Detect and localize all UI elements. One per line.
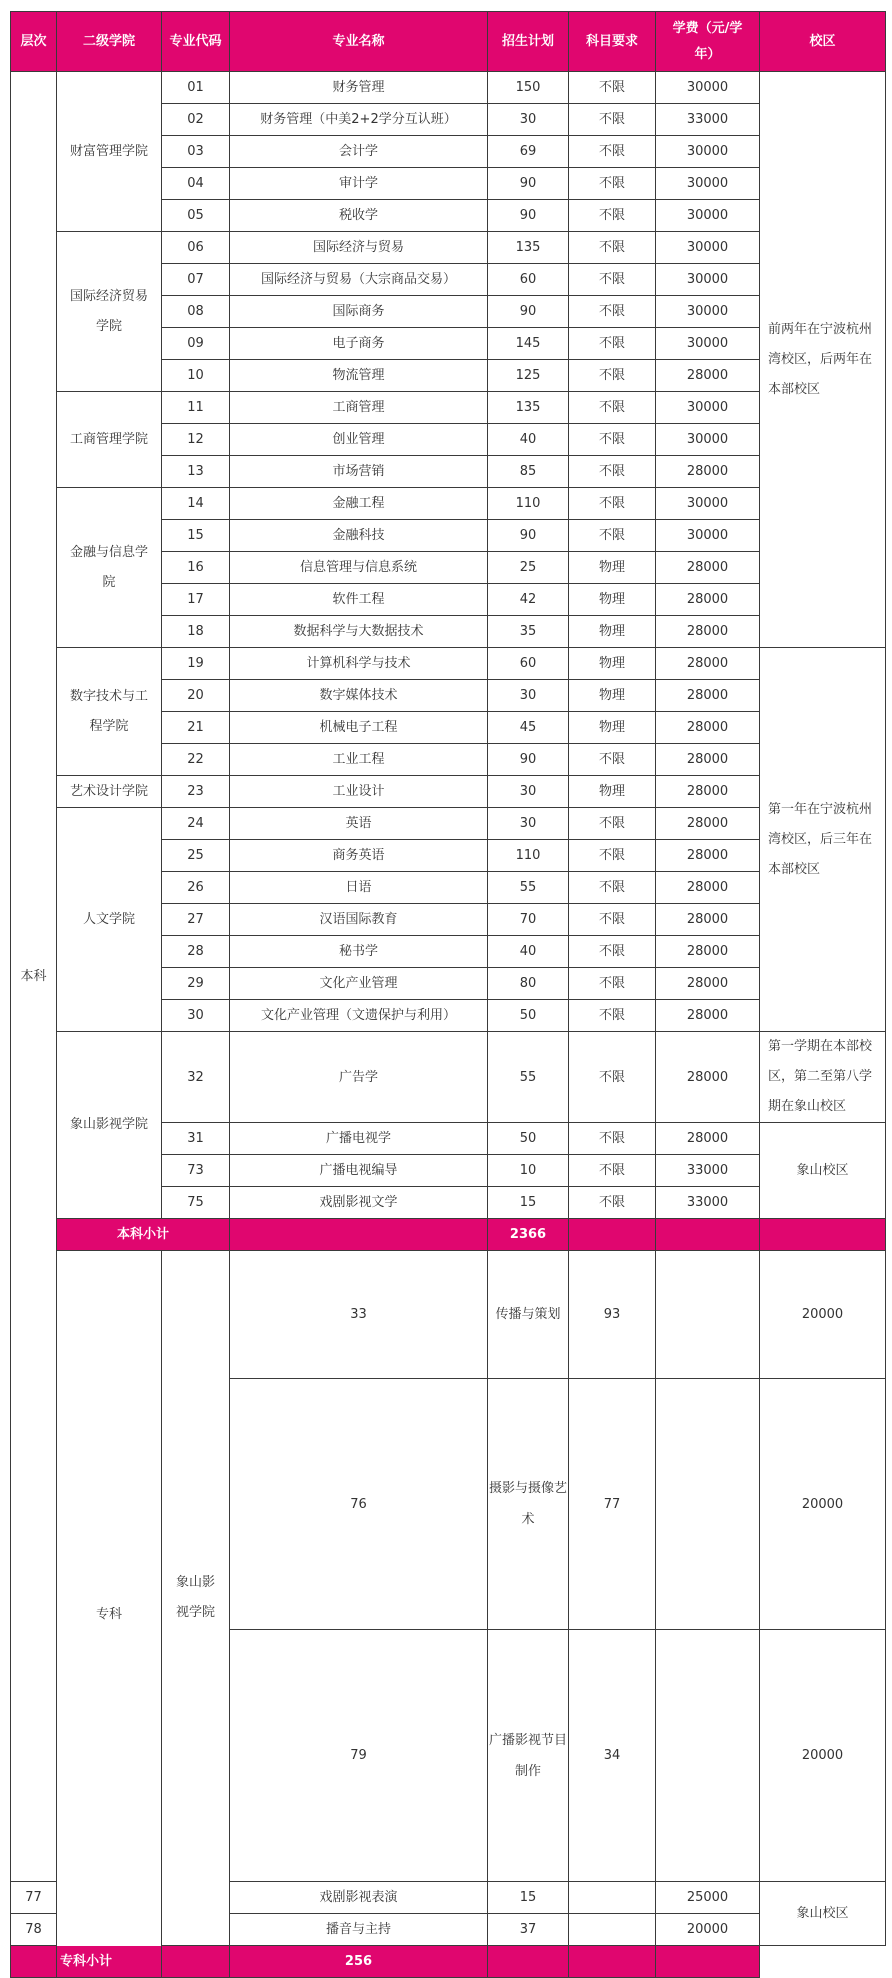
subject-cell: 不限 [569,456,656,488]
subject-cell [656,1378,760,1630]
subtotal-plan: 256 [230,1946,488,1978]
code-cell: 14 [162,488,230,520]
college-cell: 财富管理学院 [57,72,162,232]
plan-cell: 150 [488,72,569,104]
subject-cell: 不限 [569,168,656,200]
plan-cell: 90 [488,200,569,232]
plan-cell: 145 [488,328,569,360]
fee-cell: 28000 [656,840,760,872]
header-code: 专业代码 [162,12,230,72]
major-cell: 机械电子工程 [230,712,488,744]
major-cell: 广播影视节目制作 [488,1630,569,1882]
plan-cell: 125 [488,360,569,392]
subject-cell: 不限 [569,296,656,328]
fee-cell: 30000 [656,296,760,328]
plan-cell: 55 [488,872,569,904]
header-campus: 校区 [760,12,886,72]
table-row [11,1032,886,1123]
campus-cell: 象山校区 [760,1882,886,1946]
major-cell: 文化产业管理（文遗保护与利用） [230,1000,488,1032]
plan-cell: 30 [488,808,569,840]
plan-cell: 90 [488,168,569,200]
fee-cell: 30000 [656,168,760,200]
code-cell: 32 [162,1032,230,1123]
subject-cell: 不限 [569,1123,656,1155]
fee-cell: 28000 [656,808,760,840]
code-cell: 78 [11,1914,57,1946]
fee-cell: 28000 [656,616,760,648]
fee-cell: 25000 [656,1882,760,1914]
major-cell: 市场营销 [230,456,488,488]
header-level: 层次 [11,12,57,72]
subject-cell: 不限 [569,360,656,392]
plan-cell: 93 [569,1251,656,1379]
fee-cell: 20000 [760,1630,886,1882]
plan-cell: 77 [569,1378,656,1630]
plan-cell: 45 [488,712,569,744]
major-cell: 工业工程 [230,744,488,776]
header-college: 二级学院 [57,12,162,72]
subject-cell: 不限 [569,264,656,296]
plan-cell: 90 [488,296,569,328]
major-cell: 传播与策划 [488,1251,569,1379]
code-cell: 30 [162,1000,230,1032]
subject-cell: 不限 [569,808,656,840]
fee-cell: 28000 [656,648,760,680]
college-cell: 艺术设计学院 [57,776,162,808]
subject-cell: 不限 [569,936,656,968]
major-cell: 金融科技 [230,520,488,552]
plan-cell: 15 [488,1882,569,1914]
subject-cell: 物理 [569,712,656,744]
code-cell: 28 [162,936,230,968]
subtotal-empty [162,1946,230,1978]
subject-cell: 不限 [569,488,656,520]
campus-cell: 象山校区 [760,1123,886,1219]
subtotal-empty [656,1219,760,1251]
plan-cell: 34 [569,1630,656,1882]
major-cell: 工业设计 [230,776,488,808]
code-cell: 07 [162,264,230,296]
subject-cell: 不限 [569,840,656,872]
table-row [11,808,886,840]
major-cell: 工商管理 [230,392,488,424]
fee-cell: 28000 [656,1123,760,1155]
subtotal-label: 专科小计 [11,1946,162,1978]
subject-cell [656,1630,760,1882]
college-cell: 金融与信息学院 [57,488,162,648]
major-cell: 日语 [230,872,488,904]
code-cell: 20 [162,680,230,712]
plan-cell: 25 [488,552,569,584]
subtotal-row-junior [11,1946,886,1978]
code-cell: 16 [162,552,230,584]
plan-cell: 60 [488,264,569,296]
table-row [11,776,886,808]
college-cell: 象山影视学院 [57,1032,162,1219]
major-cell: 广告学 [230,1032,488,1123]
code-cell: 17 [162,584,230,616]
fee-cell: 28000 [656,776,760,808]
fee-cell: 30000 [656,328,760,360]
major-cell: 国际经济与贸易 [230,232,488,264]
header-plan: 招生计划 [488,12,569,72]
table-row [11,648,886,680]
subject-cell: 不限 [569,328,656,360]
subject-cell: 不限 [569,200,656,232]
major-cell: 汉语国际教育 [230,904,488,936]
code-cell: 15 [162,520,230,552]
major-cell: 金融工程 [230,488,488,520]
table-row [11,392,886,424]
fee-cell: 20000 [656,1914,760,1946]
plan-cell: 30 [488,104,569,136]
fee-cell: 28000 [656,552,760,584]
code-cell: 02 [162,104,230,136]
fee-cell: 30000 [656,200,760,232]
code-cell: 22 [162,744,230,776]
plan-cell: 70 [488,904,569,936]
fee-cell: 30000 [656,424,760,456]
campus-cell: 第一年在宁波杭州湾校区，后三年在本部校区 [760,648,886,1032]
subtotal-empty [230,1219,488,1251]
code-cell: 01 [162,72,230,104]
subject-cell: 不限 [569,968,656,1000]
major-cell: 广播电视学 [230,1123,488,1155]
admission-plan-table [10,11,886,1978]
plan-cell: 110 [488,840,569,872]
code-cell: 76 [230,1378,488,1630]
plan-cell: 35 [488,616,569,648]
code-cell: 23 [162,776,230,808]
subtotal-empty [569,1219,656,1251]
plan-cell: 10 [488,1155,569,1187]
subject-cell: 不限 [569,104,656,136]
fee-cell: 33000 [656,1155,760,1187]
code-cell: 21 [162,712,230,744]
plan-cell: 37 [488,1914,569,1946]
major-cell: 摄影与摄像艺术 [488,1378,569,1630]
fee-cell: 30000 [656,136,760,168]
fee-cell: 28000 [656,456,760,488]
code-cell: 79 [230,1630,488,1882]
campus-cell: 第一学期在本部校区，第二至第八学期在象山校区 [760,1032,886,1123]
code-cell: 09 [162,328,230,360]
major-cell: 会计学 [230,136,488,168]
fee-cell: 28000 [656,1000,760,1032]
subtotal-label: 本科小计 [57,1219,230,1251]
major-cell: 播音与主持 [230,1914,488,1946]
plan-cell: 69 [488,136,569,168]
code-cell: 26 [162,872,230,904]
plan-cell: 60 [488,648,569,680]
subject-cell: 物理 [569,776,656,808]
plan-cell: 110 [488,488,569,520]
header-major: 专业名称 [230,12,488,72]
major-cell: 物流管理 [230,360,488,392]
table-row [11,232,886,264]
college-cell: 象山影视学院 [162,1251,230,1946]
fee-cell: 30000 [656,520,760,552]
table-row [11,488,886,520]
campus-cell: 前两年在宁波杭州湾校区，后两年在本部校区 [760,72,886,648]
code-cell: 12 [162,424,230,456]
code-cell: 19 [162,648,230,680]
subject-cell: 不限 [569,1032,656,1123]
plan-cell: 42 [488,584,569,616]
table-row [11,1251,886,1379]
plan-cell: 90 [488,744,569,776]
code-cell: 13 [162,456,230,488]
major-cell: 软件工程 [230,584,488,616]
code-cell: 08 [162,296,230,328]
major-cell: 戏剧影视文学 [230,1187,488,1219]
fee-cell: 28000 [656,712,760,744]
subject-cell [569,1914,656,1946]
major-cell: 国际经济与贸易（大宗商品交易） [230,264,488,296]
header-row [11,12,886,72]
fee-cell: 33000 [656,104,760,136]
fee-cell: 33000 [656,1187,760,1219]
subject-cell: 不限 [569,136,656,168]
plan-cell: 40 [488,424,569,456]
major-cell: 信息管理与信息系统 [230,552,488,584]
subtotal-plan: 2366 [488,1219,569,1251]
fee-cell: 28000 [656,936,760,968]
level-cell-junior: 专科 [57,1251,162,1978]
code-cell: 27 [162,904,230,936]
major-cell: 国际商务 [230,296,488,328]
fee-cell: 28000 [656,360,760,392]
plan-cell: 50 [488,1123,569,1155]
plan-cell: 30 [488,776,569,808]
plan-cell: 50 [488,1000,569,1032]
subject-cell: 不限 [569,1000,656,1032]
fee-cell: 28000 [656,680,760,712]
subtotal-empty [760,1219,886,1251]
plan-cell: 40 [488,936,569,968]
major-cell: 文化产业管理 [230,968,488,1000]
plan-cell: 30 [488,680,569,712]
fee-cell: 28000 [656,968,760,1000]
fee-cell: 30000 [656,392,760,424]
code-cell: 05 [162,200,230,232]
college-cell: 数字技术与工程学院 [57,648,162,776]
subject-cell: 不限 [569,72,656,104]
major-cell: 广播电视编导 [230,1155,488,1187]
major-cell: 创业管理 [230,424,488,456]
plan-cell: 135 [488,392,569,424]
fee-cell: 30000 [656,72,760,104]
major-cell: 财务管理 [230,72,488,104]
subject-cell [569,1882,656,1914]
major-cell: 电子商务 [230,328,488,360]
code-cell: 11 [162,392,230,424]
code-cell: 31 [162,1123,230,1155]
subject-cell [656,1251,760,1379]
major-cell: 计算机科学与技术 [230,648,488,680]
code-cell: 10 [162,360,230,392]
code-cell: 04 [162,168,230,200]
code-cell: 25 [162,840,230,872]
major-cell: 财务管理（中美2+2学分互认班） [230,104,488,136]
subject-cell: 不限 [569,744,656,776]
major-cell: 税收学 [230,200,488,232]
major-cell: 审计学 [230,168,488,200]
level-cell-undergrad: 本科 [11,72,57,1882]
code-cell: 33 [230,1251,488,1379]
fee-cell: 20000 [760,1378,886,1630]
code-cell: 77 [11,1882,57,1914]
code-cell: 24 [162,808,230,840]
subject-cell: 不限 [569,872,656,904]
code-cell: 29 [162,968,230,1000]
subject-cell: 不限 [569,1187,656,1219]
header-fee: 学费（元/学年） [656,12,760,72]
fee-cell: 20000 [760,1251,886,1379]
fee-cell: 30000 [656,264,760,296]
fee-cell: 28000 [656,584,760,616]
subject-cell: 物理 [569,648,656,680]
subject-cell: 不限 [569,520,656,552]
plan-cell: 55 [488,1032,569,1123]
subject-cell: 不限 [569,232,656,264]
subject-cell: 不限 [569,904,656,936]
subtotal-empty [569,1946,656,1978]
major-cell: 秘书学 [230,936,488,968]
fee-cell: 30000 [656,488,760,520]
subject-cell: 物理 [569,680,656,712]
header-subject: 科目要求 [569,12,656,72]
code-cell: 18 [162,616,230,648]
fee-cell: 28000 [656,904,760,936]
subject-cell: 不限 [569,1155,656,1187]
college-cell: 人文学院 [57,808,162,1032]
code-cell: 06 [162,232,230,264]
fee-cell: 30000 [656,232,760,264]
code-cell: 75 [162,1187,230,1219]
plan-cell: 15 [488,1187,569,1219]
code-cell: 73 [162,1155,230,1187]
major-cell: 数据科学与大数据技术 [230,616,488,648]
subtotal-empty [656,1946,760,1978]
plan-cell: 135 [488,232,569,264]
college-cell: 工商管理学院 [57,392,162,488]
subject-cell: 物理 [569,552,656,584]
table-row [11,72,886,104]
fee-cell: 28000 [656,872,760,904]
plan-cell: 85 [488,456,569,488]
code-cell: 03 [162,136,230,168]
fee-cell: 28000 [656,1032,760,1123]
subject-cell: 不限 [569,392,656,424]
major-cell: 数字媒体技术 [230,680,488,712]
major-cell: 商务英语 [230,840,488,872]
college-cell: 国际经济贸易学院 [57,232,162,392]
subject-cell: 物理 [569,584,656,616]
plan-cell: 90 [488,520,569,552]
subtotal-empty [488,1946,569,1978]
plan-cell: 80 [488,968,569,1000]
subject-cell: 不限 [569,424,656,456]
major-cell: 英语 [230,808,488,840]
fee-cell: 28000 [656,744,760,776]
subject-cell: 物理 [569,616,656,648]
subtotal-row-undergrad [11,1219,886,1251]
major-cell: 戏剧影视表演 [230,1882,488,1914]
